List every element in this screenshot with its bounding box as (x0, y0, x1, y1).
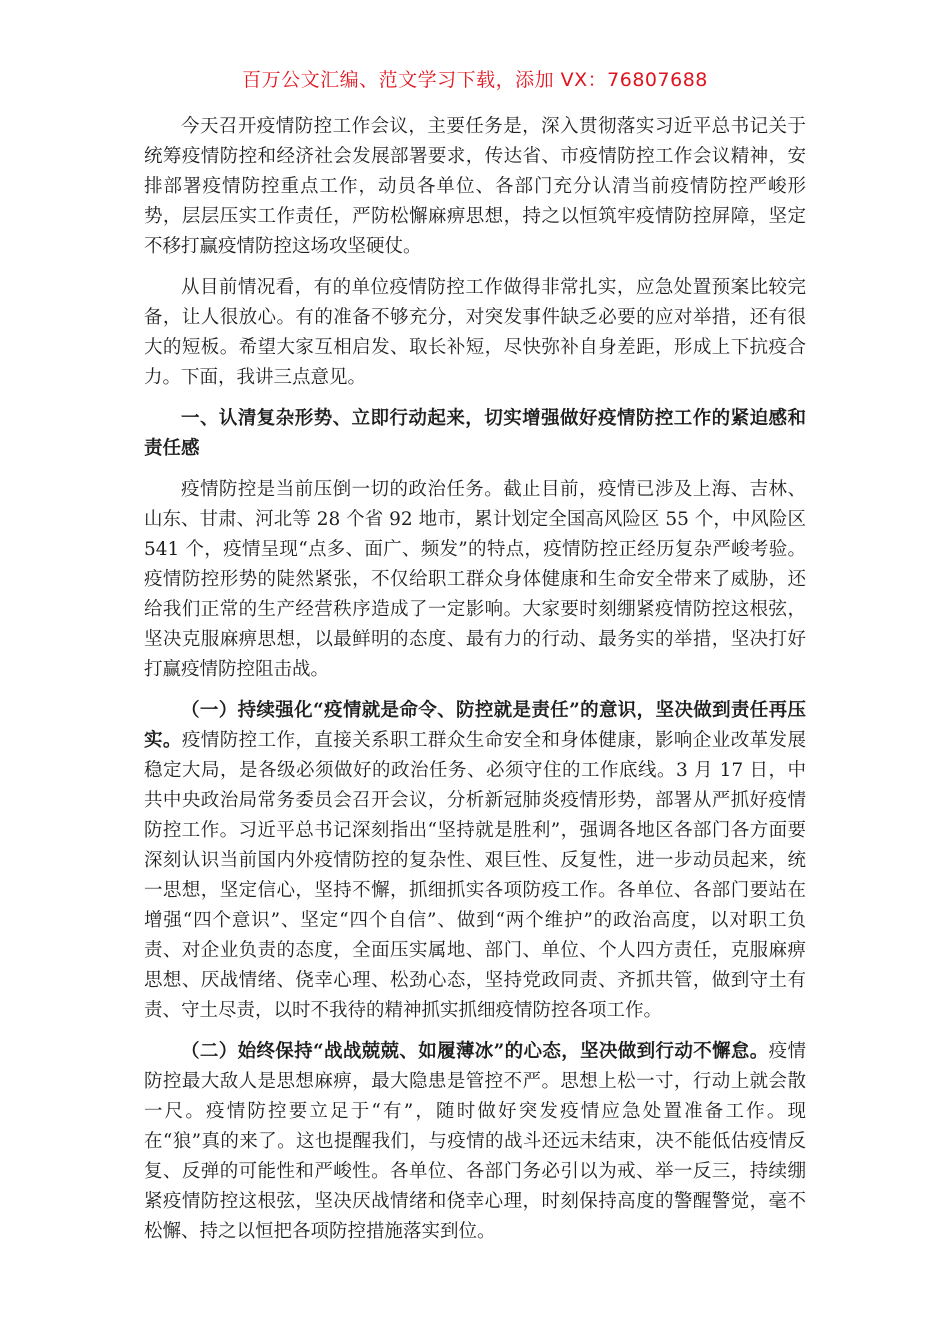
watermark-header: 百万公文汇编、范文学习下载，添加 VX：76807688 (242, 69, 708, 91)
section-heading-1: 一、认清复杂形势、立即行动起来，切实增强做好疫情防控工作的紧迫感和责任感 (144, 408, 806, 459)
paragraph-intro: 今天召开疫情防控工作会议，主要任务是，深入贯彻落实习近平总书记关于统筹疫情防控和经济社会发展部署要求，传达省、市疫情防控工作会议精神，安排部署疫情防控重点工作，动员各单位、各部门充分认清当前疫情防控严峻形势，层层压实工作责任，严防松懈麻痹思想，持之以恒筑牢疫情防控屏障，坚定不移打赢疫情防控这场攻坚硬仗。 (144, 116, 806, 257)
paragraph-subsection-1 (144, 696, 806, 1026)
subsection-2-body: 疫情防控最大敌人是思想麻痹，最大隐患是管控不严。思想上松一寸，行动上就会散一尺。疫情防控要立足于“有”，随时做好突发疫情应急处置准备工作。现在“狼”真的来了。这也提醒我们，与疫情的战斗还远未结束，决不能低估疫情反复、反弹的可能性和严峻性。各单位、各部门务必引以为戒、举一反三，持续绷紧疫情防控这根弦，坚决厌战情绪和侥幸心理，时刻保持高度的警醒警觉，毫不松懈、持之以恒把各项防控措施落实到位。 (144, 1041, 806, 1242)
paragraph-epidemic-status: 疫情防控是当前压倒一切的政治任务。截止目前，疫情已涉及上海、吉林、山东、甘肃、河北等 28 个省 92 地市，累计划定全国高风险区 55 个，中风险区 541 个，疫情呈现“点多、面广、频发”的特点，疫情防控正经历复杂严峻考验。疫情防控形势的陡然紧张，不仅给职工群众身体健康和生命安全带来了威胁，还给我们正常的生产经营秩序造成了一定影响。大家要时刻绷紧疫情防控这根弦，坚决克服麻痹思想，以最鲜明的态度、最有力的行动、最务实的举措，坚决打好打赢疫情防控阻击战。 (144, 479, 806, 680)
document-body (144, 112, 806, 1258)
paragraph-subsection-2 (144, 1037, 806, 1247)
subsection-1-body: 疫情防控工作，直接关系职工群众生命安全和身体健康，影响企业改革发展稳定大局，是各级必须做好的政治任务、必须守住的工作底线。3 月 17 日，中共中央政治局常务委员会召开会议，分析新冠肺炎疫情形势，部署从严抓好疫情防控工作。习近平总书记深刻指出“坚持就是胜利”，强调各地区各部门各方面要深刻认识当前国内外疫情防控的复杂性、艰巨性、反复性，进一步动员起来，统一思想，坚定信心，坚持不懈，抓细抓实各项防疫工作。各单位、各部门要站在增强“四个意识”、坚定“四个自信”、做到“两个维护”的政治高度，以对职工负责、对企业负责的态度，全面压实属地、部门、单位、个人四方责任，克服麻痹思想、厌战情绪、侥幸心理、松劲心态，坚持党政同责、齐抓共管，做到守土有责、守土尽责，以时不我待的精神抓实抓细疫情防控各项工作。 (144, 730, 806, 1021)
subsection-2-heading: （二）始终保持“战战兢兢、如履薄冰”的心态，坚决做到行动不懈怠。 (181, 1041, 769, 1062)
paragraph-current-situation: 从目前情况看，有的单位疫情防控工作做得非常扎实，应急处置预案比较完备，让人很放心。有的准备不够充分，对突发事件缺乏必要的应对举措，还有很大的短板。希望大家互相启发、取长补短，尽快弥补自身差距，形成上下抗疫合力。下面，我讲三点意见。 (144, 277, 806, 388)
subsection-1-heading: （一）持续强化“疫情就是命令、防控就是责任”的意识，坚决做到责任再压实。 (144, 700, 806, 751)
